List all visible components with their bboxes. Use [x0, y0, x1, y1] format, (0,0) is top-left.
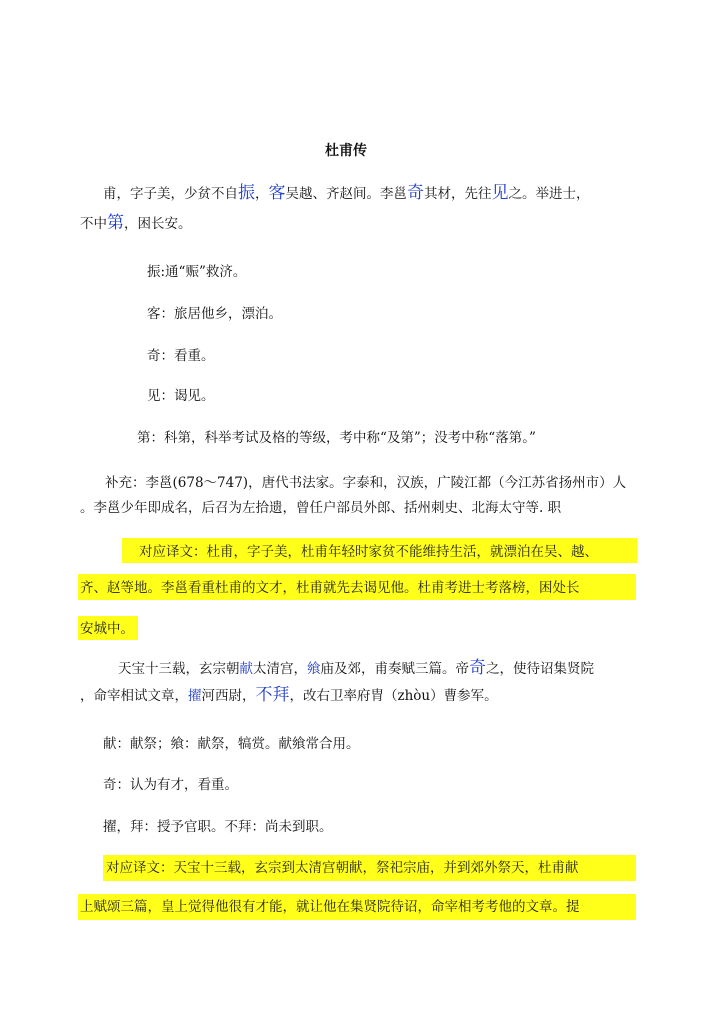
keyword-zhen: 振 [238, 183, 255, 203]
paragraph-1-line-2 [80, 214, 192, 233]
note-zhuo-bai: 擢，拜：授予官职。不拜：尚未到职。 [103, 819, 333, 835]
note-zhen: 振:通“赈”救济。 [147, 264, 247, 280]
paragraph-2-line-2 [80, 686, 498, 705]
translation-2-line-2: 上赋颂三篇，皇上觉得他很有才能，就让他在集贤院待诏，命宰相考考他的文章。提 [80, 899, 580, 915]
keyword-bubai: 不拜 [255, 685, 290, 705]
translation-1-line-3: 安城中。 [80, 621, 134, 637]
text: 庙及郊，甫奏赋三篇。帝 [320, 661, 469, 677]
keyword-xian: 献 [239, 661, 253, 677]
translation-1-line-1: 对应译文：杜甫，字子美，杜甫年轻时家贫不能维持生活，就漂泊在吴、越、 [139, 544, 598, 560]
paragraph-2-line-1 [118, 659, 594, 678]
keyword-qi-2: 奇 [469, 658, 486, 678]
text: 河西尉， [201, 688, 256, 704]
keyword-di: 第 [107, 213, 124, 233]
keyword-zhuo: 擢 [188, 688, 202, 704]
note-di: 第：科第，科举考试及格的等级，考中称“及第”；没考中称“落第。” [137, 430, 536, 446]
text: ，命宰相试文章， [80, 688, 188, 704]
supplement-line-2: 。李邕少年即成名，后召为左拾遗，曾任户部员外郎、括州刺史、北海太守等. 职 [80, 500, 562, 516]
text: ， [255, 186, 269, 202]
note-xian-xiang: 献：献祭；飨：献祭，犒赏。献飨常合用。 [103, 736, 360, 752]
keyword-qi: 奇 [407, 183, 424, 203]
text: 天宝十三载，玄宗朝 [118, 661, 240, 677]
paragraph-1-line-1 [103, 184, 590, 203]
text: 之，使待诏集贤院 [486, 661, 594, 677]
text: 其材，先往 [424, 186, 492, 202]
translation-1-line-2: 齐、赵等地。李邕看重杜甫的文才，杜甫就先去谒见他。杜甫考进士考落榜，困处长 [80, 580, 580, 596]
keyword-xiang: 飨 [307, 661, 321, 677]
note-ke: 客：旅居他乡，漂泊。 [147, 306, 282, 322]
keyword-jian: 见 [491, 183, 509, 203]
text: ，改右卫率府胄（zhòu）曹参军。 [289, 688, 498, 704]
note-qi: 奇：看重。 [147, 348, 215, 364]
supplement-line-1: 补充：李邕(678～747)，唐代书法家。字泰和，汉族，广陵江都（今江苏省扬州市）人 [105, 475, 627, 491]
text: 太清宫， [253, 661, 307, 677]
translation-2-line-1: 对应译文：天宝十三载，玄宗到太清宫朝献，祭祀宗庙，并到郊外祭天，杜甫献 [106, 860, 579, 876]
text: ，困长安。 [124, 216, 192, 232]
page-title: 杜甫传 [325, 143, 367, 159]
text: 甫，字子美，少贫不自 [103, 186, 238, 202]
keyword-ke: 客 [268, 183, 286, 203]
text: 吴越、齐赵间。李邕 [285, 186, 407, 202]
note-jian: 见：谒见。 [147, 388, 215, 404]
note-qi-2: 奇：认为有才，看重。 [103, 777, 238, 793]
text: 之。举进士， [508, 186, 590, 202]
text: 不中 [80, 216, 107, 232]
